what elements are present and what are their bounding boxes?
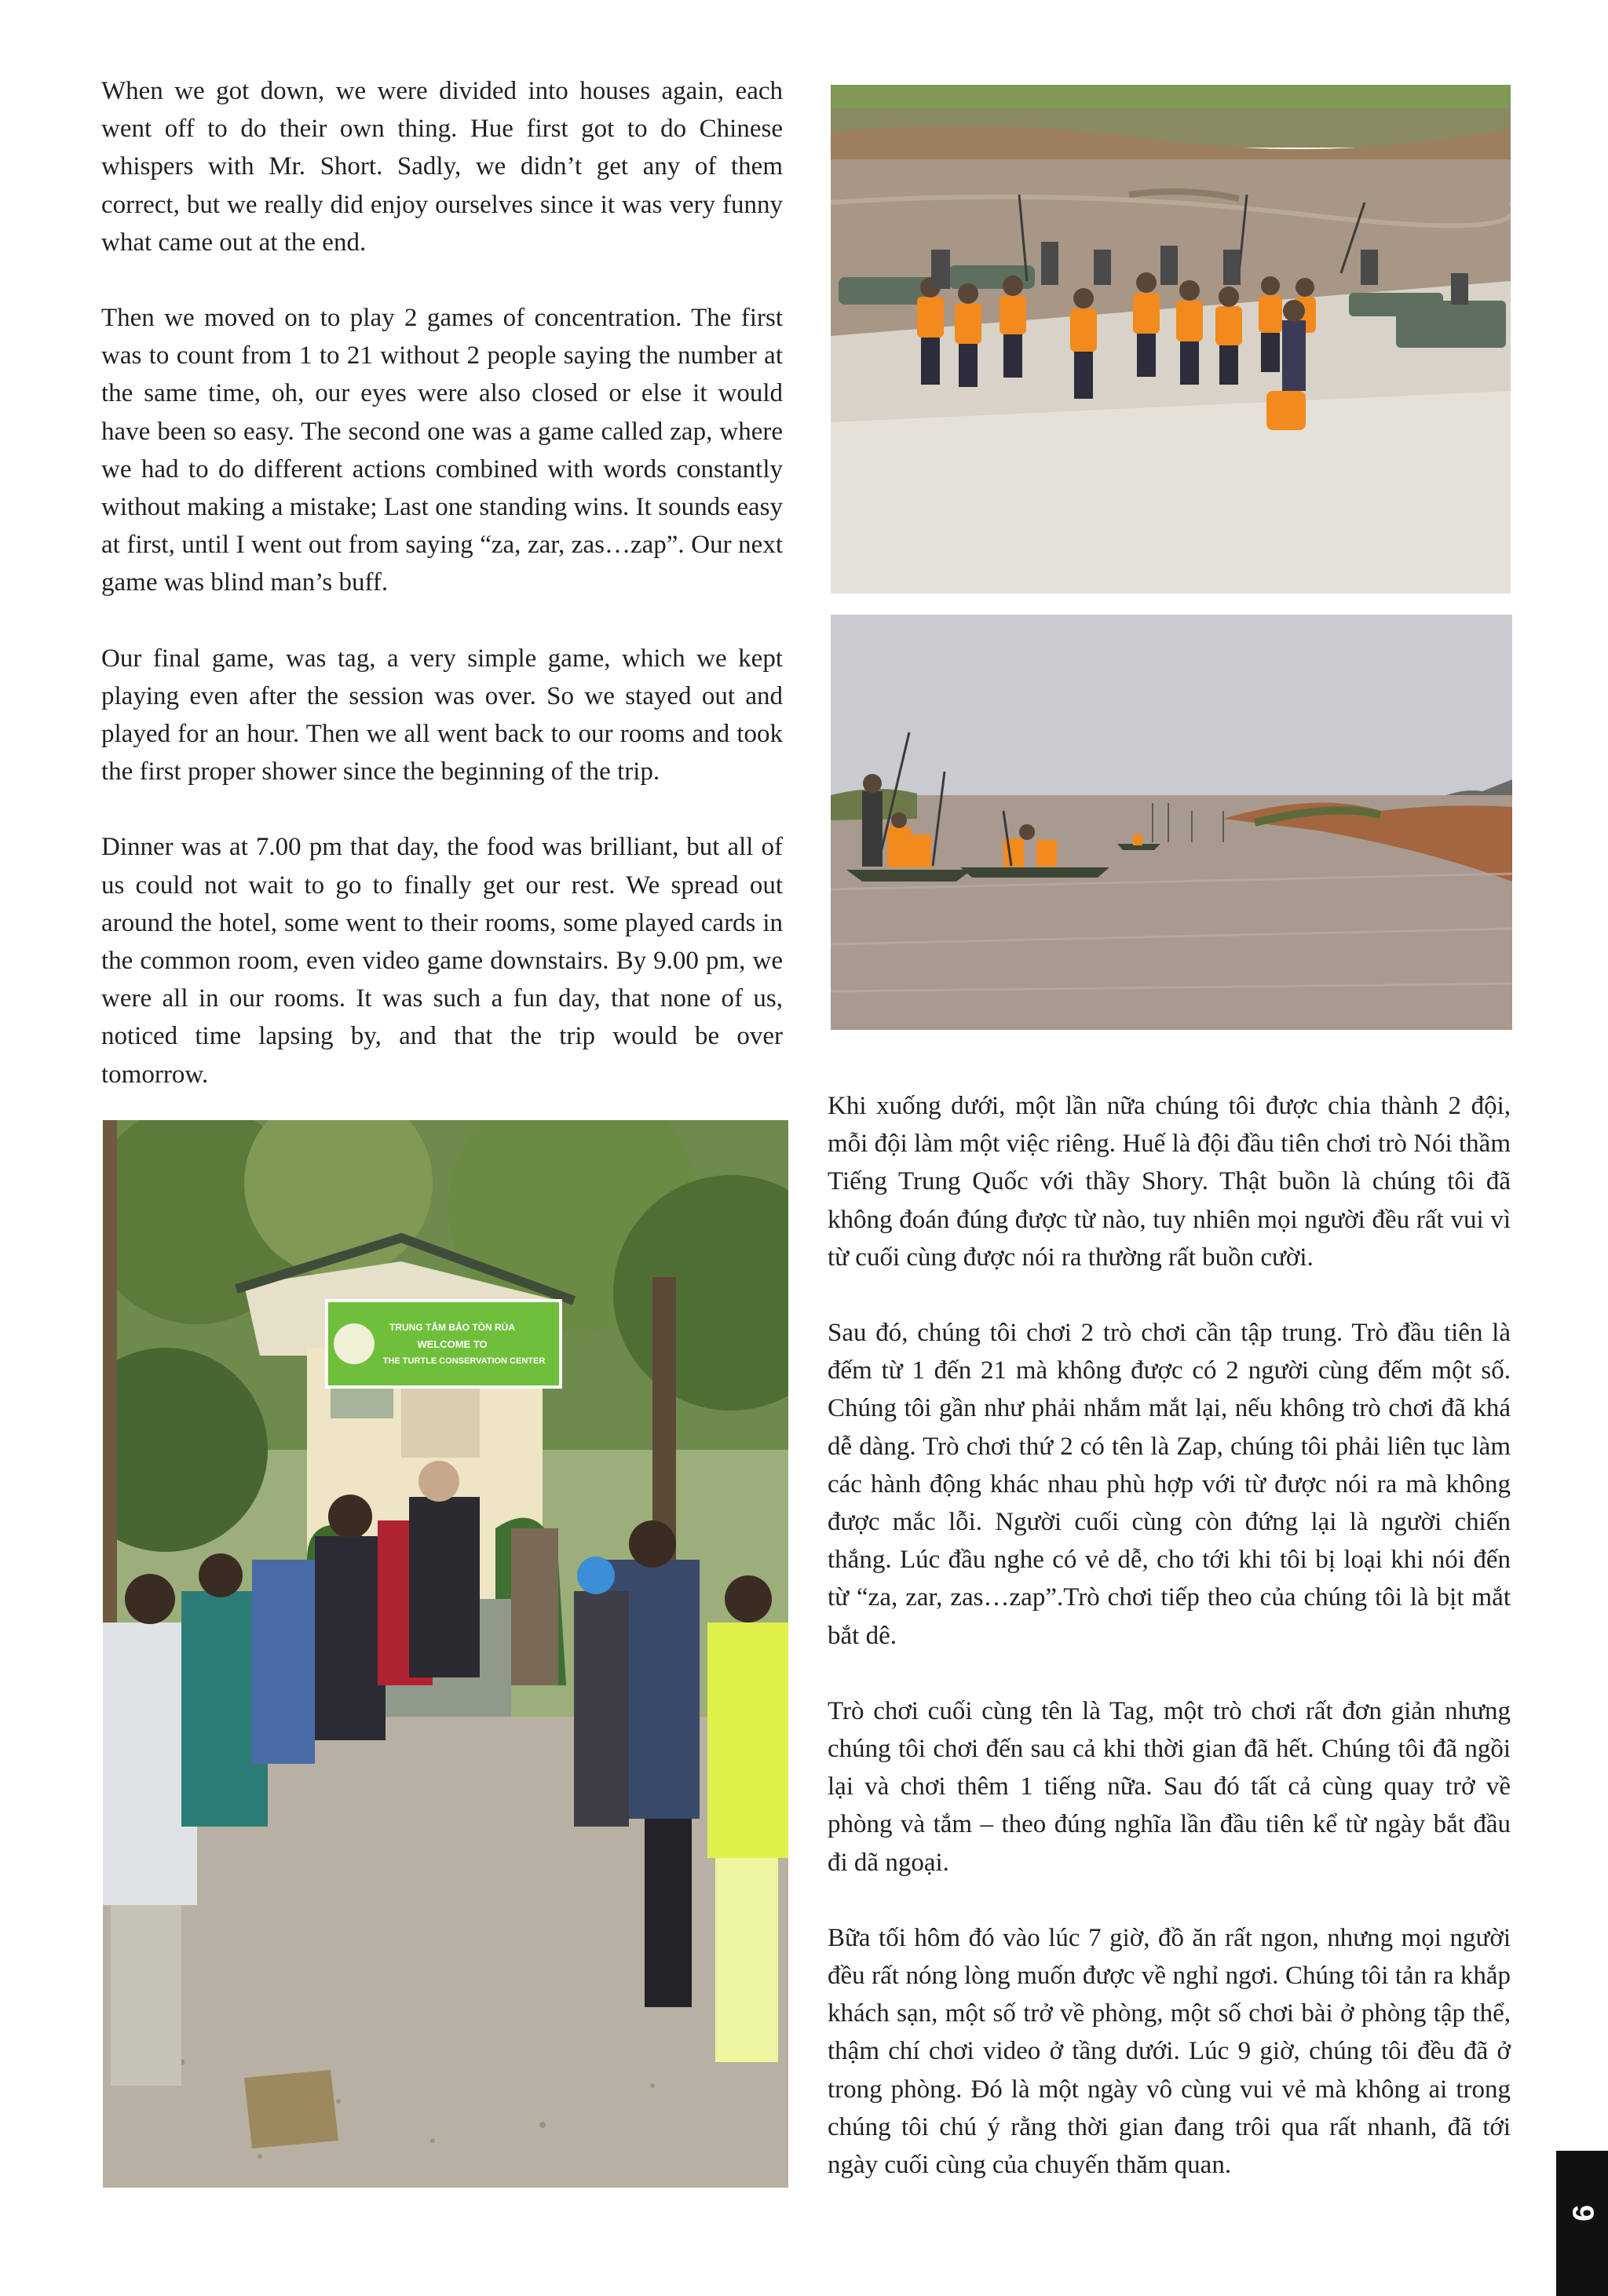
- page-number-tab: [1556, 2151, 1608, 2296]
- photo-students-life-jackets: [831, 85, 1511, 593]
- english-paragraph: Dinner was at 7.00 pm that day, the food was brilliant, but all of us could not wait to go to finally get our rest. We spread out around the hotel, some went to their rooms, some played cards in the common room, even video game downstairs. By 9.00 pm, we were all in our rooms. It was such a fun day, that none of us, noticed time lapsing by, and that the trip would be over tomorrow.: [101, 833, 783, 1089]
- vietnamese-paragraph: Bữa tối hôm đó vào lúc 7 giờ, đồ ăn rất ngon, nhưng mọi người đều rất nóng lòng muốn được về nghỉ ngơi. Chúng tôi tản ra khắp khách sạn, một số trở về phòng, một số chơi bài ở phòng tập thể, thậm chí chơi video ở tầng dưới. Lúc 9 giờ, chúng tôi đều đã ở trong phòng. Đó là một ngày vô cùng vui vẻ mà không ai trong chúng tôi chú ý rằng thời gian đang trôi qua rất nhanh, đã tới ngày cuối cùng của chuyến thăm quan.: [828, 1923, 1511, 2180]
- photo-rowing-boats-river-icon: [831, 615, 1512, 1030]
- photo-turtle-conservation-center: [103, 1120, 788, 2188]
- sign-line-vi: TRUNG TÂM BẢO TỒN RÙA: [389, 1322, 515, 1333]
- conservation-center-sign: [327, 1301, 561, 1387]
- vietnamese-paragraph: Sau đó, chúng tôi chơi 2 trò chơi cần tập trung. Trò đầu tiên là đếm từ 1 đến 21 mà không được có 2 người cùng đếm một số. Chúng tôi gần như phải nhắm mắt lại, nếu không trò chơi đã khá dễ dàng. Trò chơi thứ 2 có tên là Zap, chúng tôi phải liên tục làm các hành động khác nhau phù hợp với từ được nói ra mà không được mắc lỗi. Người cuối cùng còn đứng lại là người chiến thắng. Lúc đầu nghe có vẻ dễ, cho tới khi tôi bị loại khi nói đến từ “za, zar, zas…zap”.Trò chơi tiếp theo của chúng tôi là bịt mắt bắt dê.: [828, 1319, 1511, 1650]
- vietnamese-column: [828, 1087, 1511, 2184]
- english-column: [101, 72, 783, 1093]
- english-paragraph: When we got down, we were divided into houses again, each went off to do their own thing. Hue first got to do Chinese whispers with Mr. Short. Sadly, we didn’t get any of them correct, but we really did enjoy ourselves since it was very funny what came out at the end.: [101, 77, 783, 257]
- sign-line-center: THE TURTLE CONSERVATION CENTER: [382, 1356, 546, 1366]
- page-number: 9: [1566, 2204, 1599, 2222]
- photo-rowing-boats: [831, 615, 1512, 1030]
- photo-students-life-jackets-icon: [831, 85, 1511, 593]
- vietnamese-paragraph: Khi xuống dưới, một lần nữa chúng tôi được chia thành 2 đội, mỗi đội làm một việc riêng. Huế là đội đầu tiên chơi trò Nói thầm Tiếng Trung Quốc với thầy Shory. Thật buồn là chúng tôi đã không đoán đúng được từ nào, tuy nhiên mọi người đều rất vui vì từ cuối cùng được nói ra thường rất buồn cười.: [828, 1092, 1511, 1272]
- english-paragraph: Then we moved on to play 2 games of concentration. The first was to count from 1 to 21 without 2 people saying the number at the same time, oh, our eyes were also closed or else it would have been so easy. The second one was a game called zap, where we had to do different actions combined with words constantly without making a mistake; Last one standing wins. It sounds easy at first, until I went out from saying “za, zar, zas…zap”. Our next game was blind man’s buff.: [101, 304, 783, 597]
- sign-line-welcome: WELCOME TO: [417, 1338, 488, 1350]
- photo-turtle-conservation-center-icon: [103, 1120, 788, 2188]
- vietnamese-paragraph: Trò chơi cuối cùng tên là Tag, một trò chơi rất đơn giản nhưng chúng tôi chơi đến sau cả khi thời gian đã hết. Chúng tôi đã ngồi lại và chơi thêm 1 tiếng nữa. Sau đó tất cả cùng quay trở về phòng và tắm – theo đúng nghĩa lần đầu tiên kể từ ngày bắt đầu đi dã ngoại.: [828, 1696, 1511, 1877]
- english-paragraph: Our final game, was tag, a very simple game, which we kept playing even after the session was over. So we stayed out and played for an hour. Then we all went back to our rooms and took the first proper shower since the beginning of the trip.: [101, 644, 783, 787]
